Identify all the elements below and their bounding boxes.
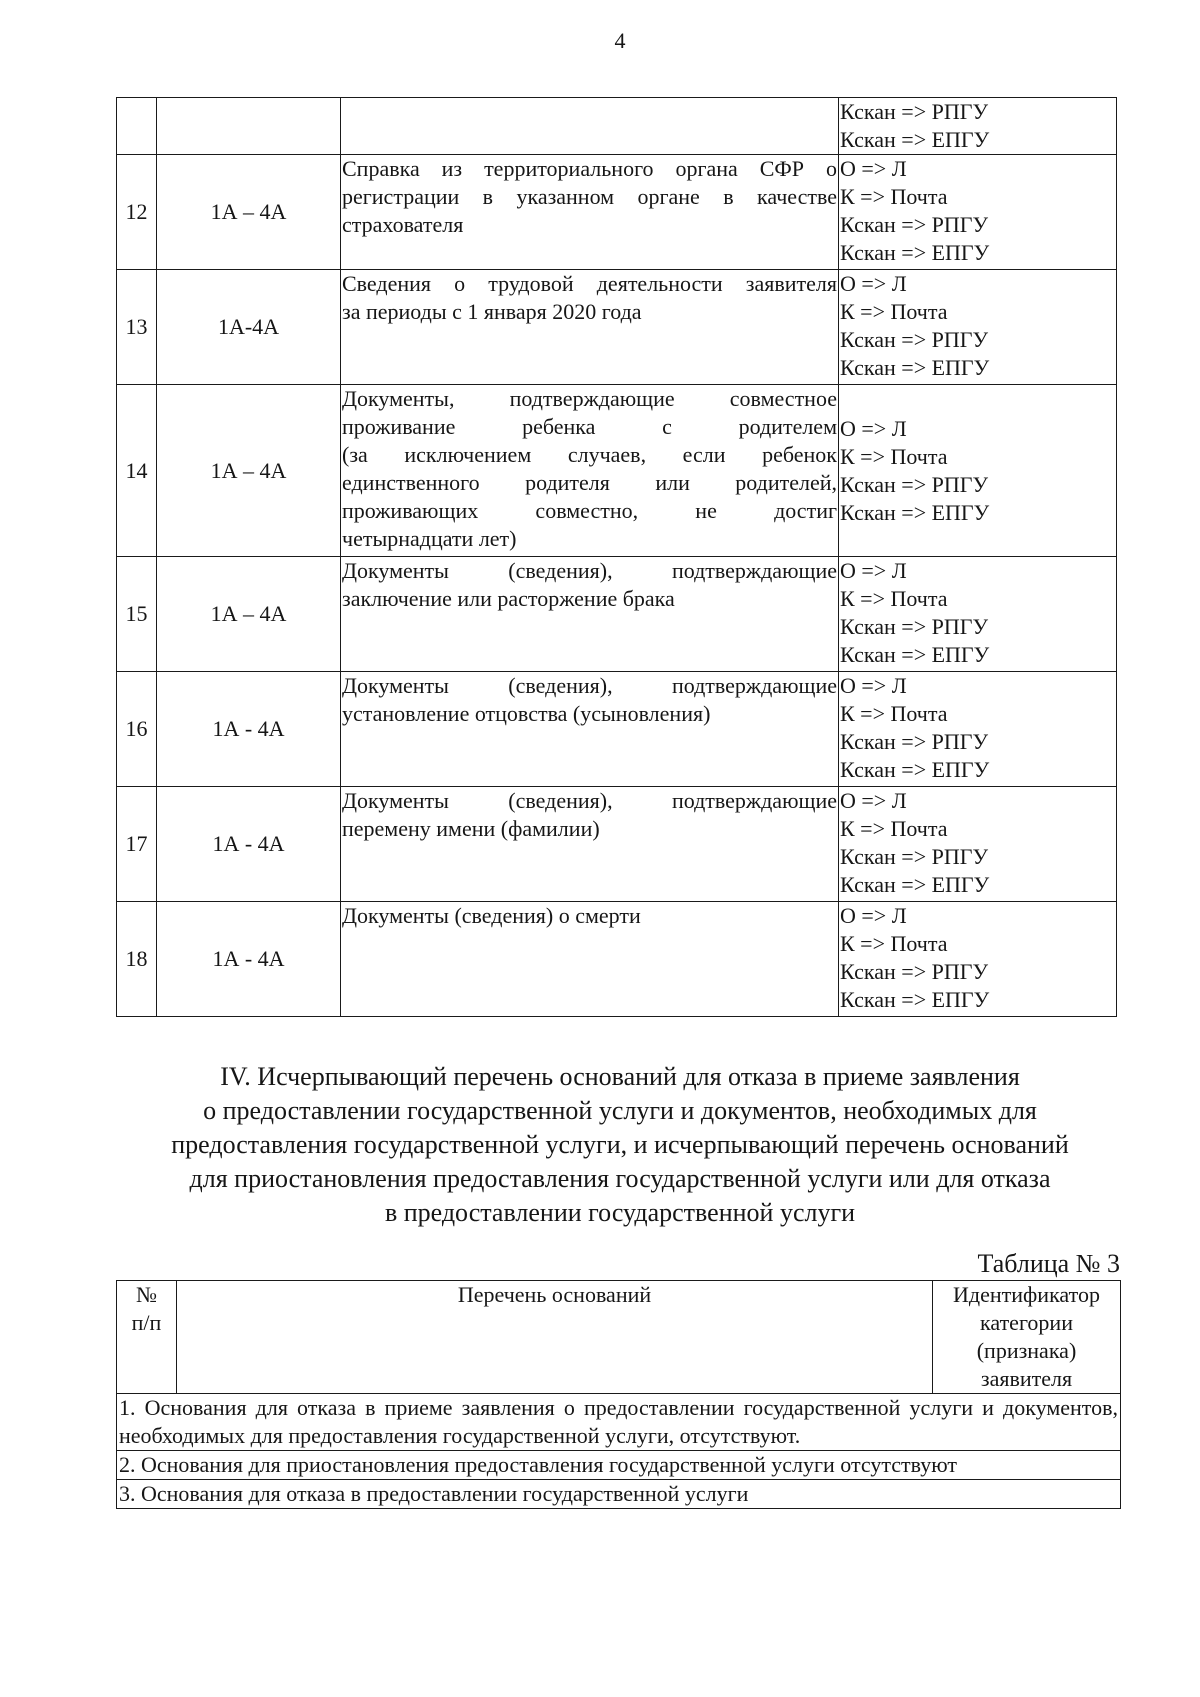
header-id-cell <box>933 1281 1121 1394</box>
document-line: регистрации в указанном органе в качестве <box>342 184 837 209</box>
way-item: К => Почта <box>840 443 948 469</box>
header-number-cell <box>117 1281 177 1394</box>
header-list-cell: Перечень оснований <box>177 1281 933 1394</box>
documents-table <box>116 97 1117 1017</box>
way-item: О => Л <box>840 415 907 441</box>
page-number: 4 <box>614 28 626 53</box>
row-ways-cell <box>839 385 1117 557</box>
row-ways-cell <box>839 155 1117 270</box>
row-document-cell <box>341 787 839 902</box>
way-item: Кскан => РПГУ <box>840 327 989 352</box>
heading-line: IV. Исчерпывающий перечень оснований для отказа в приеме заявления <box>220 1062 1020 1091</box>
document-line: перемену имени (фамилии) <box>342 816 600 841</box>
ground-cell: 3. Основания для отказа в предоставлении государственной услуги <box>117 1480 1121 1509</box>
table-row <box>117 902 1117 1017</box>
way-item: Кскан => ЕПГУ <box>840 499 990 525</box>
way-item: Кскан => ЕПГУ <box>840 872 990 897</box>
way-item: О => Л <box>840 271 907 296</box>
way-item: К => Почта <box>840 299 948 324</box>
header-line: Идентификатор <box>953 1282 1100 1307</box>
grounds-table <box>116 1280 1121 1509</box>
document-line: проживающих совместно, не достиг <box>342 498 837 523</box>
document-line: установление отцовства (усыновления) <box>342 701 711 726</box>
document-line: Документы, подтверждающие совместное <box>342 386 837 411</box>
row-ways-cell <box>839 787 1117 902</box>
document-line: заключение или расторжение брака <box>342 586 675 611</box>
way-item: Кскан => ЕПГУ <box>840 987 990 1012</box>
table-row <box>117 385 1117 557</box>
row-number-cell: 15 <box>117 557 157 672</box>
row-number-cell: 13 <box>117 270 157 385</box>
way-item: Кскан => ЕПГУ <box>840 240 990 265</box>
row-category-cell: 1А-4А <box>157 270 341 385</box>
way-item: К => Почта <box>840 184 948 209</box>
way-item: Кскан => ЕПГУ <box>840 642 990 667</box>
document-line: четырнадцати лет) <box>342 526 517 551</box>
row-document-cell <box>341 98 839 155</box>
heading-line: для приостановления предоставления государственной услуги или для отказа <box>189 1164 1051 1193</box>
way-item: О => Л <box>840 156 907 181</box>
row-category-cell: 1А - 4А <box>157 902 341 1017</box>
table-row <box>117 557 1117 672</box>
row-category-cell: 1А – 4А <box>157 155 341 270</box>
row-document-cell <box>341 385 839 557</box>
way-item: Кскан => РПГУ <box>840 471 989 497</box>
row-number-cell: 16 <box>117 672 157 787</box>
way-item: К => Почта <box>840 816 948 841</box>
way-item: К => Почта <box>840 931 948 956</box>
table-row <box>117 1451 1121 1480</box>
header-line: п/п <box>131 1310 162 1335</box>
row-ways-cell <box>839 270 1117 385</box>
way-item: Кскан => РПГУ <box>840 959 989 984</box>
row-ways-cell <box>839 98 1117 155</box>
ground-cell: 2. Основания для приостановления предоставления государственной услуги отсутствуют <box>117 1451 1121 1480</box>
table-row <box>117 787 1117 902</box>
table-row <box>117 1394 1121 1451</box>
row-number-cell: 18 <box>117 902 157 1017</box>
way-item: О => Л <box>840 788 907 813</box>
section-heading <box>120 1060 1120 1230</box>
way-item: Кскан => ЕПГУ <box>840 355 990 380</box>
way-item: Кскан => РПГУ <box>840 99 989 124</box>
table-row <box>117 672 1117 787</box>
header-line: (признака) <box>976 1338 1077 1363</box>
document-line: Документы (сведения) о смерти <box>342 903 641 928</box>
heading-line: предоставления государственной услуги, и исчерпывающий перечень оснований <box>171 1130 1069 1159</box>
way-item: Кскан => РПГУ <box>840 729 989 754</box>
table-caption: Таблица № 3 <box>977 1249 1120 1278</box>
table-header-row <box>117 1281 1121 1394</box>
document-line: Документы (сведения), подтверждающие <box>342 558 837 583</box>
table-row <box>117 155 1117 270</box>
row-number-cell <box>117 98 157 155</box>
header-line: № <box>136 1282 157 1307</box>
row-category-cell: 1А - 4А <box>157 787 341 902</box>
row-category-cell: 1А - 4А <box>157 672 341 787</box>
row-ways-cell <box>839 902 1117 1017</box>
document-line: Документы (сведения), подтверждающие <box>342 788 837 813</box>
header-line: заявителя <box>980 1366 1073 1391</box>
ground-cell: 1. Основания для отказа в приеме заявления о предоставлении государственной услуги и документов, необходимых для предоставления государственной услуги, отсутствуют. <box>117 1394 1121 1451</box>
document-line: Сведения о трудовой деятельности заявителя <box>342 271 837 296</box>
header-line: категории <box>980 1310 1073 1335</box>
table-row-continuation <box>117 98 1117 155</box>
way-item: Кскан => РПГУ <box>840 614 989 639</box>
row-document-cell <box>341 902 839 1017</box>
document-line: страхователя <box>342 212 464 237</box>
document-line: проживание ребенка с родителем <box>342 414 837 439</box>
row-number-cell: 17 <box>117 787 157 902</box>
table-row <box>117 270 1117 385</box>
row-document-cell <box>341 155 839 270</box>
document-line: Документы (сведения), подтверждающие <box>342 673 837 698</box>
heading-line: о предоставлении государственной услуги и документов, необходимых для <box>203 1096 1037 1125</box>
way-item: О => Л <box>840 673 907 698</box>
way-item: О => Л <box>840 558 907 583</box>
way-item: О => Л <box>840 903 907 928</box>
way-item: Кскан => ЕПГУ <box>840 127 990 152</box>
row-category-cell: 1А – 4А <box>157 385 341 557</box>
way-item: Кскан => РПГУ <box>840 212 989 237</box>
row-document-cell <box>341 672 839 787</box>
way-item: Кскан => ЕПГУ <box>840 757 990 782</box>
table-row <box>117 1480 1121 1509</box>
row-document-cell <box>341 557 839 672</box>
heading-line: в предоставлении государственной услуги <box>384 1198 856 1227</box>
row-number-cell: 14 <box>117 385 157 557</box>
row-category-cell <box>157 98 341 155</box>
document-line: единственного родителя или родителей, <box>342 470 837 495</box>
row-ways-cell <box>839 557 1117 672</box>
way-item: Кскан => РПГУ <box>840 844 989 869</box>
way-item: К => Почта <box>840 586 948 611</box>
row-ways-cell <box>839 672 1117 787</box>
row-number-cell: 12 <box>117 155 157 270</box>
document-line: (за исключением случаев, если ребенок <box>342 442 837 467</box>
row-category-cell: 1А – 4А <box>157 557 341 672</box>
document-line: за периоды с 1 января 2020 года <box>342 299 642 324</box>
row-document-cell <box>341 270 839 385</box>
document-line: Справка из территориального органа СФР о <box>342 156 837 181</box>
way-item: К => Почта <box>840 701 948 726</box>
